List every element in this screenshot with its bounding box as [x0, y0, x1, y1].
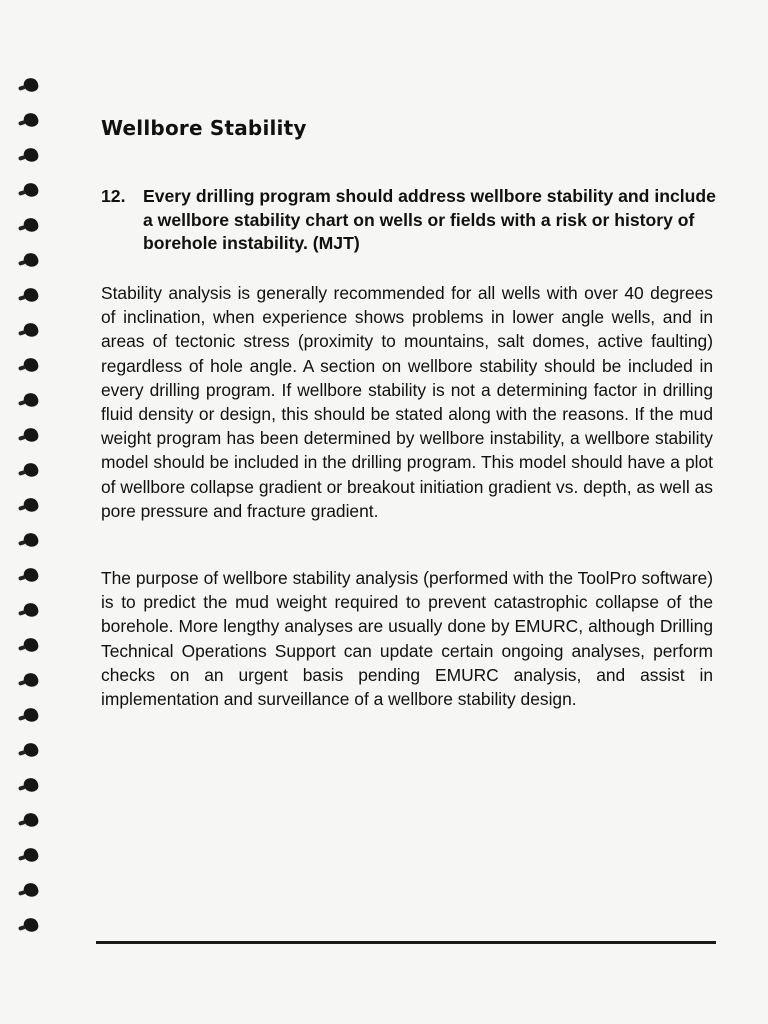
rule-number: 12. [101, 186, 126, 206]
binding-ring [22, 496, 40, 514]
binding-ring [22, 251, 40, 269]
rule-text: Every drilling program should address wellbore stability and include a wellbore stability chart on wells or fields with a risk or history of borehole instability. (MJT) [143, 186, 716, 253]
binding-ring [22, 916, 40, 934]
binding-ring [22, 216, 40, 234]
numbered-rule [101, 185, 721, 256]
binding-ring [22, 706, 40, 724]
binding-ring [22, 461, 40, 479]
binding-ring [22, 146, 40, 164]
binding-ring [22, 776, 40, 794]
binding-ring [22, 846, 40, 864]
body-paragraph: The purpose of wellbore stability analysis (performed with the ToolPro software) is to predict the mud weight required to prevent catastrophic collapse of the borehole. More lengthy analyses are usually done by EMURC, although Drilling Technical Operations Support can update certain ongoing analyses, perform checks on an urgent basis pending EMURC analysis, and assist in implementation and surveillance of a wellbore stability design. [101, 568, 713, 710]
binding-ring [22, 881, 40, 899]
binding-ring [22, 636, 40, 654]
binding-ring [22, 286, 40, 304]
spiral-binding [14, 60, 44, 960]
footer-divider [96, 941, 716, 944]
binding-ring [22, 671, 40, 689]
binding-ring [22, 811, 40, 829]
binding-ring [22, 356, 40, 374]
body-paragraph: Stability analysis is generally recommended for all wells with over 40 degrees of inclination, when experience shows problems in lower angle wells, and in areas of tectonic stress (proximity to mountains, salt domes, active faulting) regardless of hole angle. A section on wellbore stability should be included in every drilling program. If wellbore stability is not a determining factor in drilling fluid density or design, this should be stated along with the reasons. If the mud weight program has been determined by wellbore instability, a wellbore stability model should be included in the drilling program. This model should have a plot of wellbore collapse gradient or breakout initiation gradient vs. depth, as well as pore pressure and fracture gradient. [101, 283, 713, 521]
section-heading: Wellbore Stability [101, 116, 307, 140]
binding-ring [22, 391, 40, 409]
binding-ring [22, 741, 40, 759]
binding-ring [22, 181, 40, 199]
binding-ring [22, 76, 40, 94]
binding-ring [22, 531, 40, 549]
binding-ring [22, 321, 40, 339]
binding-ring [22, 111, 40, 129]
binding-ring [22, 601, 40, 619]
binding-ring [22, 426, 40, 444]
binding-ring [22, 566, 40, 584]
